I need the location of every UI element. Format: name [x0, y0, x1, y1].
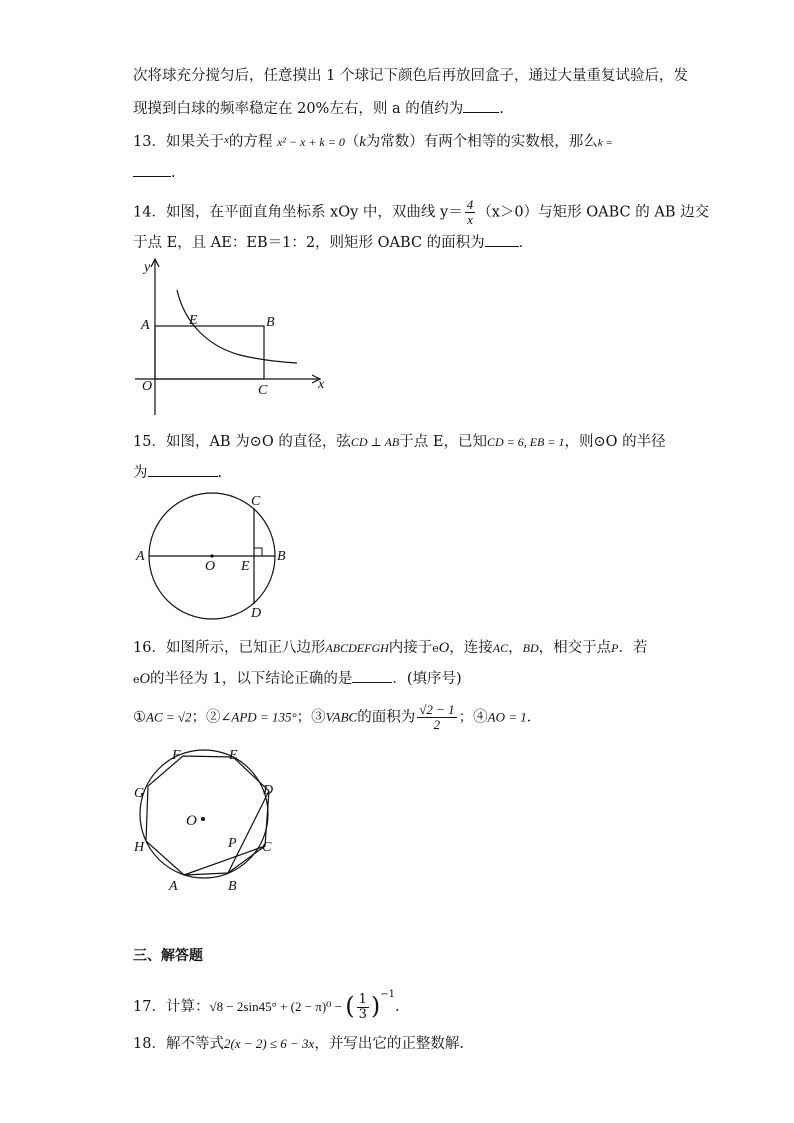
- q16-line2-end: ．(填序号): [392, 671, 462, 687]
- section-title: 三、解答题: [133, 948, 203, 964]
- label-c: C: [251, 494, 261, 509]
- paren-close: ): [370, 992, 381, 1020]
- option-1-expr: AC = √2: [146, 709, 192, 725]
- q16-line2: [133, 668, 462, 690]
- q15-cond1: CD ⊥ AB: [350, 435, 400, 449]
- label-a: A: [169, 879, 178, 894]
- q16-p: P: [611, 641, 619, 655]
- q13-paren: （: [344, 134, 360, 150]
- label-e: E: [229, 748, 238, 763]
- q15-suffix: ，则⊙O 的半径: [564, 434, 666, 450]
- q12-line2: [133, 98, 504, 119]
- q14-line2: [133, 232, 533, 253]
- q16-o: O: [438, 640, 450, 656]
- q13-k-eq: k =: [597, 137, 613, 149]
- q16-o: O: [139, 671, 150, 687]
- q16-bd: BD: [522, 641, 539, 655]
- label-c: C: [262, 840, 272, 855]
- q13-end: .: [171, 165, 176, 181]
- q17-line: [133, 985, 400, 1022]
- paren-open: (: [345, 992, 355, 1020]
- option-3-label: ③: [311, 709, 326, 726]
- circle-o: [140, 750, 268, 878]
- center-dot: [201, 817, 205, 821]
- option-3-fraction: [417, 703, 456, 732]
- q17-fraction: [357, 993, 369, 1022]
- label-b: B: [228, 879, 237, 894]
- q14-figure: [130, 255, 340, 420]
- label-c: C: [258, 383, 268, 398]
- q16-circle-sym: e: [133, 673, 140, 686]
- q15-end: .: [217, 465, 223, 481]
- label-f: F: [172, 748, 181, 763]
- q16-mid1: 内接于: [388, 640, 433, 656]
- q14-text: 于点 E，且 AE：EB＝1：2，则矩形 OABC 的面积为: [133, 235, 485, 251]
- q16-line1: [133, 638, 647, 659]
- answer-blank: [352, 668, 392, 683]
- q15-text: 为: [133, 465, 148, 481]
- q16-octagon: ABCDEFGH: [325, 641, 389, 655]
- label-a: A: [136, 549, 145, 564]
- sep: ；: [296, 709, 312, 726]
- q16-mid3: ，相交于点: [538, 640, 612, 656]
- q15-line2: [133, 462, 222, 483]
- octagon: [146, 756, 269, 875]
- q14-end: ．: [518, 235, 534, 251]
- label-b: B: [277, 549, 286, 564]
- option-1-label: ①: [133, 709, 146, 726]
- label-y: y: [144, 260, 151, 275]
- answer-blank: [463, 98, 499, 113]
- q12-text: 现摸到白球的频率稳定在 20%左右，则 a 的值约为: [133, 101, 464, 117]
- answer-blank: [133, 162, 171, 177]
- option-4-label: ④: [473, 709, 488, 726]
- frac-numerator: √2 − 1: [419, 702, 455, 717]
- q14-fraction: [465, 198, 476, 227]
- q18-suffix: ，并写出它的正整数解.: [314, 1036, 464, 1052]
- q15-line1: [133, 432, 666, 452]
- q15-mid: 于点 E，已知: [399, 434, 487, 450]
- label-o: O: [142, 379, 153, 394]
- q13-line2: [133, 162, 176, 183]
- q16-prefix: 16．如图所示，已知正八边形: [133, 640, 326, 656]
- right-angle-mark: [254, 548, 262, 556]
- q16-ac: AC: [492, 641, 509, 655]
- frac-denominator: 2: [433, 717, 441, 732]
- q17-expr: √8 − 2sin45° + (2 − π)⁰ −: [209, 999, 346, 1014]
- frac-numerator: 4: [466, 197, 474, 212]
- frac-denominator: 3: [358, 1006, 367, 1022]
- q16-figure: [128, 740, 288, 895]
- q16-options: [133, 703, 541, 732]
- sep: ；: [191, 709, 207, 726]
- answer-blank: [485, 232, 519, 247]
- option-3-text: 的面积为: [357, 709, 416, 726]
- q14-suffix: （x＞0）与矩形 OABC 的 AB 边交: [477, 204, 710, 221]
- q13-var-x: x: [223, 134, 229, 146]
- segment-ac: [184, 846, 265, 875]
- sep: ；: [458, 709, 474, 726]
- q17-exponent: −1: [380, 989, 395, 1000]
- q18-prefix: 18．解不等式: [133, 1036, 224, 1052]
- frac-denominator: x: [467, 212, 473, 227]
- option-2-expr: ∠APD = 135°: [220, 709, 297, 725]
- q18-expr: 2(x − 2) ≤ 6 − 3x: [223, 1036, 315, 1051]
- option-4-expr: AO = 1: [487, 709, 527, 725]
- q15-figure: [130, 490, 300, 625]
- q12-line1: 次将球充分搅匀后，任意摸出 1 个球记下颜色后再放回盒子，通过大量重复试验后，发: [133, 68, 688, 84]
- q15-cond2: CD = 6, EB = 1: [486, 435, 565, 449]
- label-o: O: [186, 813, 197, 829]
- q15-prefix: 15．如图，AB 为⊙O 的直径，弦: [133, 434, 351, 450]
- label-p: P: [228, 836, 237, 851]
- label-o: O: [205, 559, 216, 574]
- label-e: E: [241, 559, 250, 574]
- label-b: B: [266, 315, 275, 330]
- q13-k: k: [359, 134, 366, 150]
- label-x: x: [318, 377, 325, 392]
- q17-prefix: 17．计算：: [133, 999, 210, 1015]
- option-3-expr: VABC: [325, 709, 358, 725]
- option-2-label: ②: [206, 709, 221, 726]
- q16-text: 的半径为 1，以下结论正确的是: [150, 671, 353, 687]
- q16-comma: ，: [508, 640, 523, 656]
- q14-prefix: 14．如图，在平面直角坐标系 xOy 中，双曲线 y＝: [133, 204, 463, 221]
- q13-paren-rest: 为常数）有两个相等的实数根，那么: [365, 134, 598, 150]
- frac-numerator: 1: [358, 991, 367, 1007]
- label-g: G: [134, 786, 145, 801]
- q16-mid2: ，连接: [449, 640, 493, 656]
- q13-line1: [133, 130, 613, 153]
- q16-circle-sym: e: [432, 642, 439, 655]
- q17-end: .: [395, 999, 400, 1015]
- q16-end1: ．若: [618, 640, 648, 656]
- q13-mid: 的方程: [228, 134, 273, 150]
- q14-line1: [133, 198, 709, 227]
- label-d: D: [263, 783, 274, 798]
- center-dot: [210, 554, 213, 557]
- label-a: A: [141, 318, 150, 333]
- q13-prefix: 13．如果关于: [133, 134, 224, 150]
- q18-line: [133, 1034, 464, 1054]
- label-h: H: [134, 840, 145, 855]
- q12-end: .: [499, 101, 504, 117]
- label-d: D: [251, 606, 262, 621]
- rectangle-oabc: [155, 326, 264, 379]
- label-e: E: [189, 313, 198, 328]
- option-end: ．: [526, 709, 542, 726]
- answer-blank: [148, 462, 218, 477]
- q13-equation: x² − x + k = 0: [276, 135, 345, 149]
